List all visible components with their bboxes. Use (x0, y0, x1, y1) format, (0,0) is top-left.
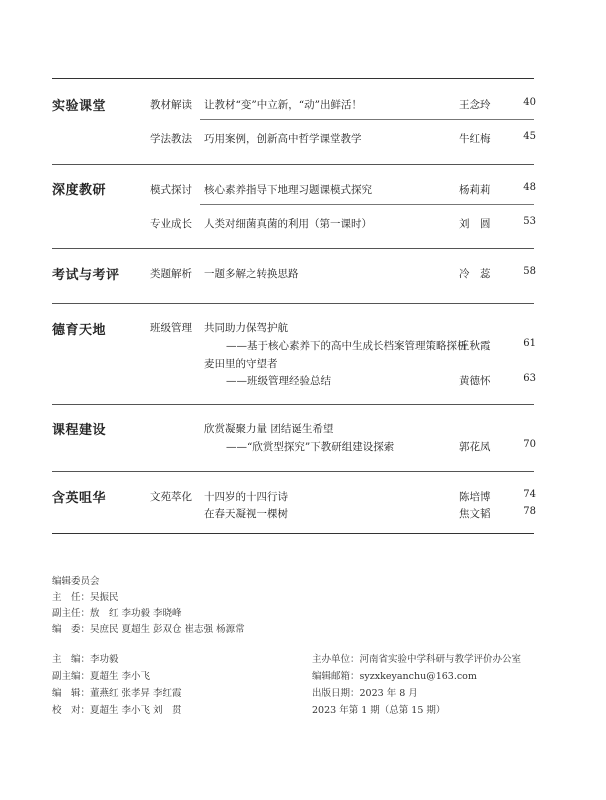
entry-title[interactable]: 在春天凝视一棵树 (204, 508, 288, 520)
entry-page[interactable]: 40 (523, 97, 536, 108)
section-rule (52, 533, 534, 534)
entry-author: 郭花凤 (459, 441, 491, 453)
entry-title[interactable]: 人类对细菌真菌的利用（第一课时） (204, 218, 372, 230)
entry-title[interactable]: 核心素养指导下地理习题课模式探究 (204, 184, 372, 196)
section-rule (52, 404, 534, 405)
entry-category: 类题解析 (150, 268, 192, 280)
section-rule (52, 78, 534, 79)
chief-editor: 主 编：李功毅 (52, 654, 119, 665)
entry-category: 文苑萃化 (150, 491, 192, 503)
entry-author: 焦文韬 (459, 508, 491, 520)
entry-page[interactable]: 48 (523, 182, 536, 193)
entry-subtitle: ——“欣赏型探究”下教研组建设探索 (226, 441, 395, 453)
entry-author: 牛红梅 (459, 133, 491, 145)
entry-title[interactable]: 一题多解之转换思路 (204, 268, 299, 280)
entry-author: 王秋霞 (459, 340, 491, 352)
section-title: 考试与考评 (52, 268, 120, 283)
entry-category: 专业成长 (150, 218, 192, 230)
publisher-info: 主办单位：河南省实验中学科研与教学评价办公室 (312, 654, 522, 665)
entry-title[interactable]: 麦田里的守望者 (204, 358, 278, 370)
entry-rule (200, 204, 534, 205)
vice-chief-editor: 副主编：夏超生 李小飞 (52, 671, 151, 682)
entry-author: 黄德怀 (459, 375, 491, 387)
entry-author: 王念玲 (459, 99, 491, 111)
section-rule (52, 303, 534, 304)
entry-title[interactable]: 欣赏凝聚力量 团结诞生希望 (204, 423, 334, 435)
entry-author: 冷 蕊 (459, 268, 491, 280)
entry-category: 学法教法 (150, 133, 192, 145)
section-title: 课程建设 (52, 423, 107, 438)
committee-members: 编 委：吴庶民 夏超生 彭双仓 崔志强 杨源常 (52, 624, 245, 635)
entry-author: 杨莉莉 (459, 184, 491, 196)
committee-vice-director: 副主任：敖 红 李功毅 李晓峰 (52, 608, 182, 619)
entry-page[interactable]: 70 (523, 439, 536, 450)
entry-page[interactable]: 53 (523, 216, 536, 227)
committee-director: 主 任：吴振民 (52, 592, 119, 603)
section-title: 含英咀华 (52, 491, 107, 506)
entry-rule (200, 119, 534, 120)
entry-subtitle: ——班级管理经验总结 (226, 375, 331, 387)
section-title: 深度教研 (52, 183, 107, 198)
editorial-email[interactable]: 编辑邮箱：syzxkeyanchu@163.com (312, 671, 477, 682)
entry-title[interactable]: 十四岁的十四行诗 (204, 491, 288, 503)
entry-page[interactable]: 58 (523, 266, 536, 277)
section-rule (52, 164, 534, 165)
entry-page[interactable]: 61 (523, 338, 536, 349)
publication-date: 出版日期：2023 年 8 月 (312, 688, 418, 699)
entry-category: 模式探讨 (150, 184, 192, 196)
entry-author: 刘 圆 (459, 218, 491, 230)
entry-page[interactable]: 45 (523, 131, 536, 142)
entry-title[interactable]: 让教材“变”中立新，“动”出鲜活！ (204, 99, 362, 111)
editors: 编 辑：董燕红 张孝昇 李红霞 (52, 688, 182, 699)
issue-number: 2023 年第 1 期（总第 15 期） (312, 705, 446, 716)
entry-page[interactable]: 78 (523, 506, 536, 517)
section-rule (52, 248, 534, 249)
entry-subtitle: ——基于核心素养下的高中生成长档案管理策略探析 (226, 340, 468, 352)
section-title: 德育天地 (52, 323, 107, 338)
proofreaders: 校 对：夏超生 李小飞 刘 贯 (52, 705, 182, 716)
section-title: 实验课堂 (52, 99, 107, 114)
entry-page[interactable]: 63 (523, 373, 536, 384)
entry-page[interactable]: 74 (523, 489, 536, 500)
entry-title[interactable]: 共同助力保驾护航 (204, 322, 288, 334)
committee-heading: 编辑委员会 (52, 576, 100, 587)
entry-category: 教材解读 (150, 99, 192, 111)
entry-author: 陈培博 (459, 491, 491, 503)
entry-category: 班级管理 (150, 322, 192, 334)
entry-title[interactable]: 巧用案例，创新高中哲学课堂教学 (204, 133, 362, 145)
section-rule (52, 471, 534, 472)
